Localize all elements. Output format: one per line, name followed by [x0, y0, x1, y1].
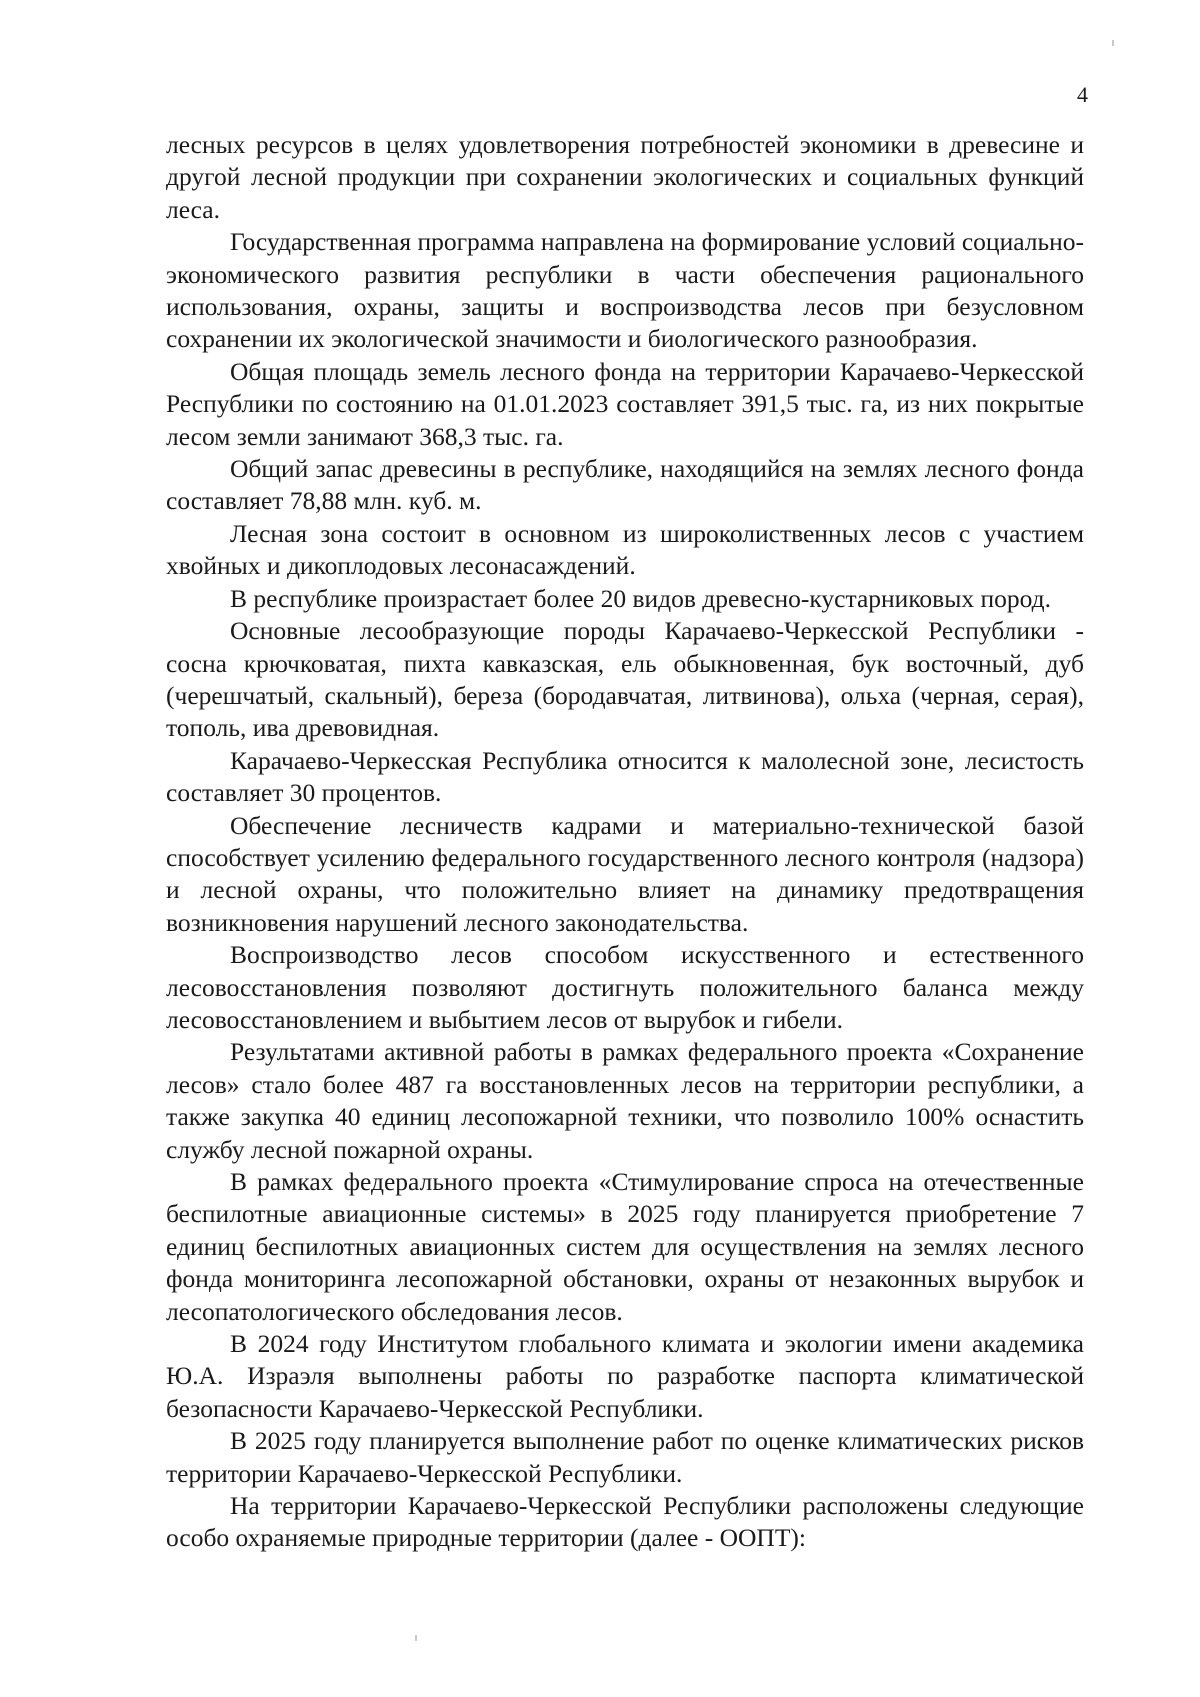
paragraph-protected-areas: На территории Карачаево-Черкесской Республики расположены следующие особо охраняемые природные территории (далее - ООПТ): — [166, 1491, 1084, 1553]
paragraph-forest-area: Общая площадь земель лесного фонда на территории Карачаево-Черкесской Республики по состоянию на 01.01.2023 составляет 391,5 тыс. га, из них покрытые лесом земли занимают 368,3 тыс. га. — [166, 356, 1084, 451]
paragraph-climate-passport: В 2024 году Институтом глобального климата и экологии имени академика Ю.А. Израэля выполнены работы по разработке паспорта климатической безопасности Карачаево-Черкесской Республики. — [166, 1329, 1084, 1423]
paragraph-program-goal: Государственная программа направлена на формирование условий социально-экономического развития республики в части обеспечения рационального использования, охраны, защиты и воспроизводства лесов при безусловном сохранении их экологической значимости и биологического разнообразия. — [166, 227, 1085, 354]
body-text — [166, 129, 1084, 1555]
paragraph-continuation: лесных ресурсов в целях удовлетворения потребностей экономики в древесине и другой лесной продукции при сохранении экологических и социальных функций леса. — [166, 130, 1084, 224]
paragraph-reforestation: Воспроизводство лесов способом искусственного и естественного лесовосстановления позволяют достигнуть положительного баланса между лесовосстановлением и выбытием лесов от вырубок и гибели. — [166, 940, 1084, 1034]
scan-artifact — [415, 1635, 417, 1641]
paragraph-climate-risks: В 2025 году планируется выполнение работ по оценке климатических рисков территории Карачаево-Черкесской Республики. — [166, 1426, 1084, 1488]
page-number: 4 — [1077, 82, 1088, 107]
paragraph-species-count: В республике произрастает более 20 видов древесно-кустарниковых пород. — [230, 583, 1051, 613]
scan-artifact — [1112, 40, 1114, 46]
paragraph-timber-stock: Общий запас древесины в республике, находящийся на землях лесного фонда составляет 78,88 млн. куб. м. — [166, 454, 1084, 516]
paragraph-forest-zone: Лесная зона состоит в основном из широколиственных лесов с участием хвойных и дикоплодовых лесонасаждений. — [166, 518, 1084, 581]
paragraph-drones-project: В рамках федерального проекта «Стимулирование спроса на отечественные беспилотные авиационные системы» в 2025 году планируется приобретение 7 единиц беспилотных авиационных систем для осуществления на землях лесного фонда мониторинга лесопожарной обстановки, охраны от незаконных вырубок и лесопатологического обследования лесов. — [166, 1167, 1084, 1326]
paragraph-staffing: Обеспечение лесничеств кадрами и материально-технической базой способствует усилению федерального государственного лесного контроля (надзора) и лесной охраны, что положительно влияет на динамику предотвращения возникновения нарушений лесного законодательства. — [166, 810, 1084, 937]
paragraph-federal-project-results: Результатами активной работы в рамках федерального проекта «Сохранение лесов» стало более 487 га восстановленных лесов на территории республики, а также закупка 40 единиц лесопожарной техники, что позволило 100% оснастить службу лесной пожарной охраны. — [166, 1037, 1084, 1164]
paragraph-main-species: Основные лесообразующие породы Карачаево-Черкесской Республики - сосна крючковатая, пихта кавказская, ель обыкновенная, бук восточный, дуб (черешчатый, скальный), береза (бородавчатая, литвинова), ольха (черная, серая), тополь, ива древовидная. — [166, 616, 1084, 743]
paragraph-forest-cover: Карачаево-Черкесская Республика относится к малолесной зоне, лесистость составляет 30 процентов. — [166, 745, 1084, 808]
